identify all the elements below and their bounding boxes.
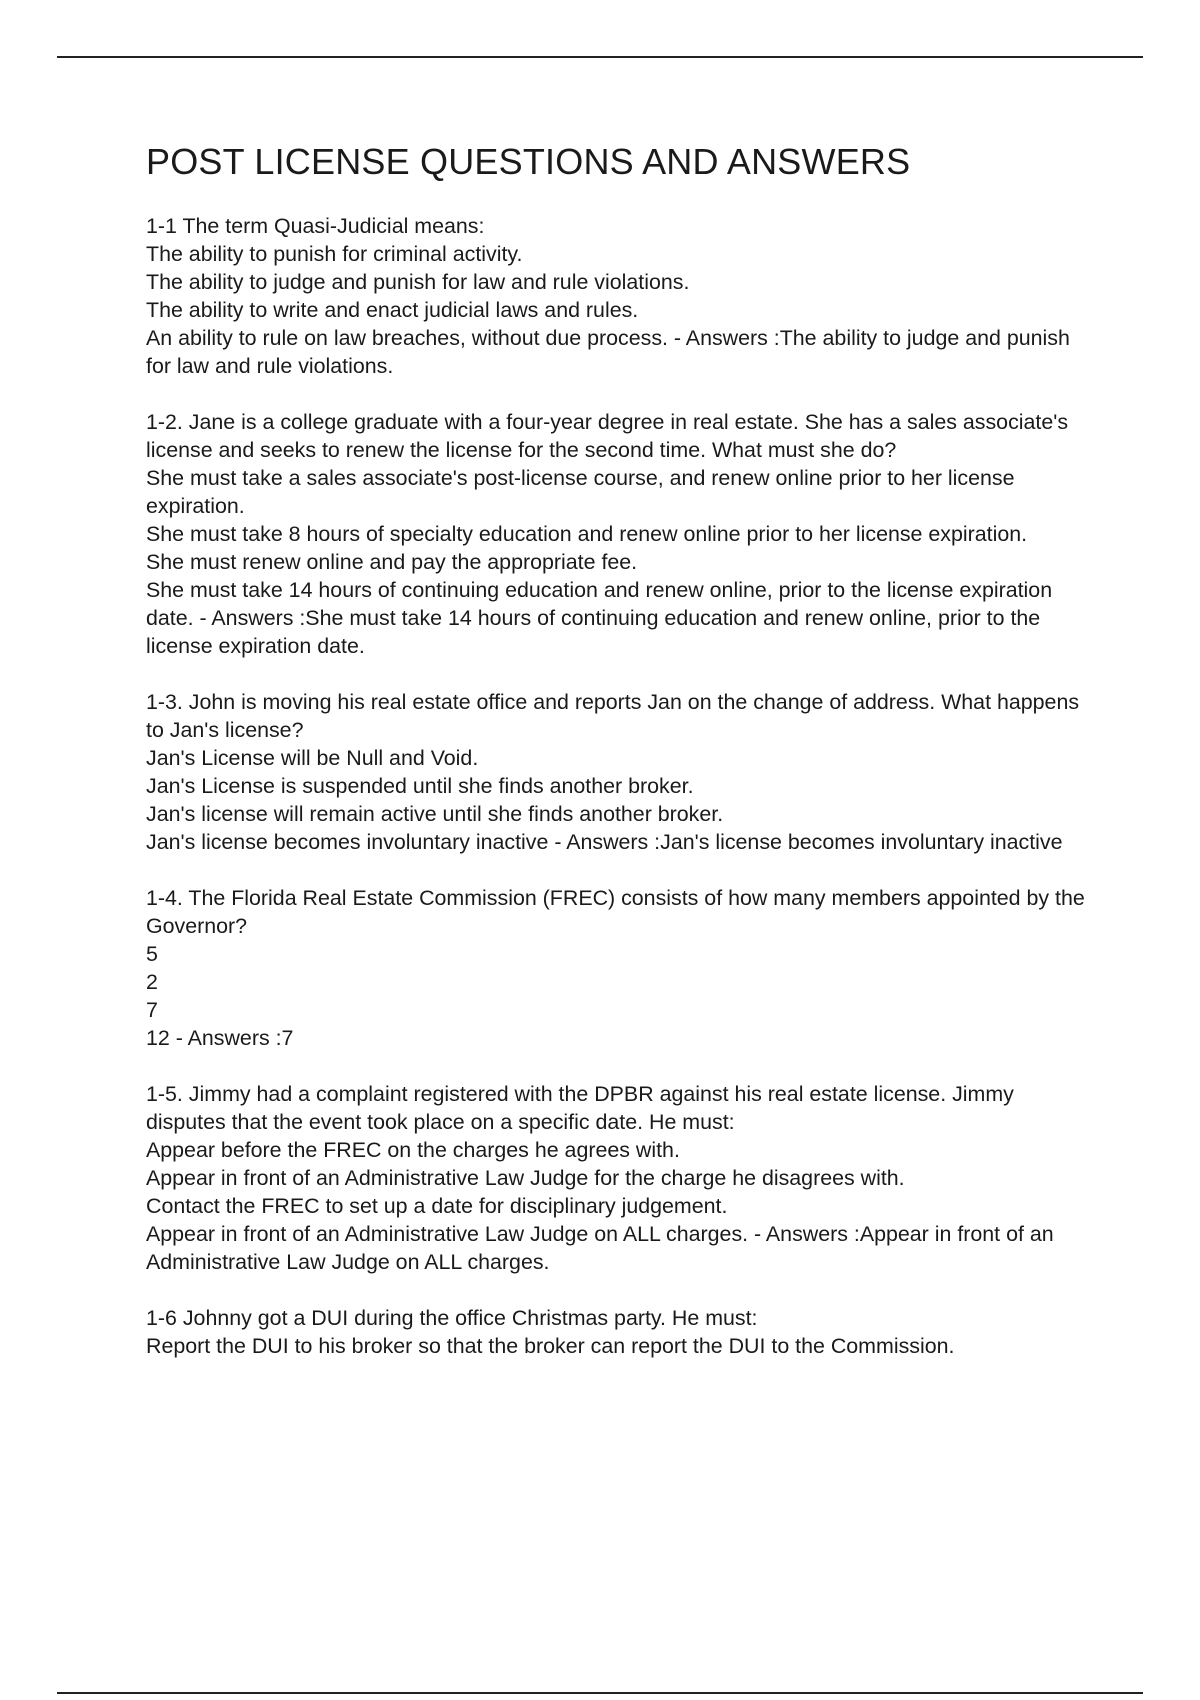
top-rule (57, 56, 1143, 58)
answer-option: Appear before the FREC on the charges he agrees with. (146, 1138, 680, 1162)
question-block-1-3 (146, 688, 1086, 856)
bottom-rule (57, 1692, 1143, 1694)
answer-option: She must take 8 hours of specialty education and renew online prior to her license expiration. (146, 522, 1028, 546)
answer-option: She must renew online and pay the appropriate fee. (146, 550, 638, 574)
answer-option: The ability to judge and punish for law and rule violations. (146, 270, 690, 294)
answer-option: Jan's license will remain active until she finds another broker. (146, 802, 724, 826)
question-block-1-6 (146, 1304, 1086, 1360)
answer-option-with-answer: Jan's license becomes involuntary inactive - Answers :Jan's license becomes involuntary inactive (146, 830, 1063, 854)
answer-option: Contact the FREC to set up a date for disciplinary judgement. (146, 1194, 728, 1218)
document-body (146, 140, 1086, 1388)
question-block-1-5 (146, 1080, 1086, 1276)
answer-option-with-answer: 12 - Answers :7 (146, 1026, 294, 1050)
answer-option: 7 (146, 998, 158, 1022)
question-text: 1-6 Johnny got a DUI during the office Christmas party. He must: (146, 1306, 758, 1330)
question-text: 1-5. Jimmy had a complaint registered with the DPBR against his real estate license. Jimmy disputes that the event took place on a specific date. He must: (146, 1082, 1014, 1134)
page-title: POST LICENSE QUESTIONS AND ANSWERS (146, 141, 911, 182)
answer-option: 5 (146, 942, 158, 966)
question-text: 1-3. John is moving his real estate office and reports Jan on the change of address. What happens to Jan's license? (146, 690, 1080, 742)
answer-option: 2 (146, 970, 158, 994)
answer-option: The ability to write and enact judicial laws and rules. (146, 298, 639, 322)
answer-option: Jan's License is suspended until she finds another broker. (146, 774, 694, 798)
answer-option: Report the DUI to his broker so that the broker can report the DUI to the Commission. (146, 1334, 955, 1358)
question-block-1-2 (146, 408, 1086, 660)
answer-option: Jan's License will be Null and Void. (146, 746, 479, 770)
question-text: 1-4. The Florida Real Estate Commission (FREC) consists of how many members appointed by the Governor? (146, 886, 1085, 938)
question-block-1-4 (146, 884, 1086, 1052)
question-text: 1-1 The term Quasi-Judicial means: (146, 214, 485, 238)
answer-option-with-answer: She must take 14 hours of continuing education and renew online, prior to the license expiration date. - Answers :She must take 14 hours of continuing education and renew online, prior to the license expiration date. (146, 578, 1053, 658)
answer-option: She must take a sales associate's post-license course, and renew online prior to her license expiration. (146, 466, 1015, 518)
answer-option: Appear in front of an Administrative Law Judge for the charge he disagrees with. (146, 1166, 905, 1190)
answer-option: The ability to punish for criminal activity. (146, 242, 523, 266)
question-text: 1-2. Jane is a college graduate with a four-year degree in real estate. She has a sales associate's license and seeks to renew the license for the second time. What must she do? (146, 410, 1069, 462)
answer-option-with-answer: Appear in front of an Administrative Law Judge on ALL charges. - Answers :Appear in front of an Administrative Law Judge on ALL charges. (146, 1222, 1054, 1274)
answer-option-with-answer: An ability to rule on law breaches, without due process. - Answers :The ability to judge and punish for law and rule violations. (146, 326, 1070, 378)
question-block-1-1 (146, 212, 1086, 380)
